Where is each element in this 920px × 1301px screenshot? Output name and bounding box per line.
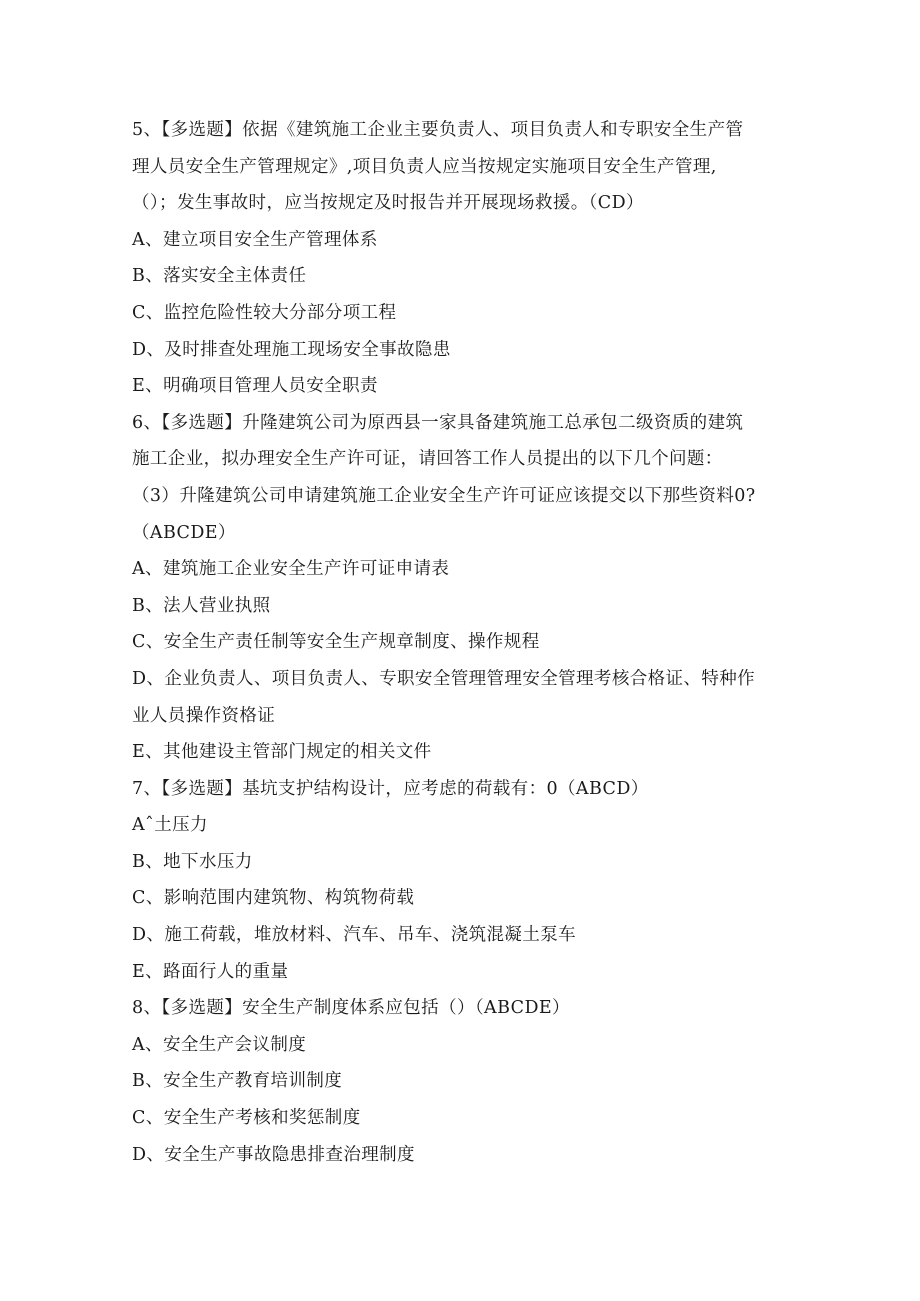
question-6-option-d-line-1: D、企业负责人、项目负责人、专职安全管理管理安全管理考核合格证、特种作 [132,668,756,689]
question-6-option-c: C、安全生产责任制等安全生产规章制度、操作规程 [132,632,540,653]
question-5-stem-line-2: 理人员安全生产管理规定》,项目负责人应当按规定实施项目安全生产管理, [132,156,717,177]
question-8-stem: 8、【多选题】安全生产制度体系应包括（）（ABCDE） [132,998,570,1019]
question-8-option-a: A、安全生产会议制度 [132,1034,307,1055]
question-7-option-c: C、影响范围内建筑物、构筑物荷载 [132,888,415,909]
question-7-option-a: Aˆ土压力 [132,815,208,836]
question-5-stem-line-3: （）；发生事故时，应当按规定及时报告并开展现场救援。（CD） [132,193,644,214]
question-7-option-b: B、地下水压力 [132,851,253,872]
question-5-stem-line-1: 5、【多选题】依据《建筑施工企业主要负责人、项目负责人和专职安全生产管 [132,120,744,140]
question-7-option-e: E、路面行人的重量 [132,961,289,982]
question-7-stem: 7、【多选题】基坑支护结构设计，应考虑的荷载有：0（ABCD） [132,778,649,799]
question-5-option-b: B、落实安全主体责任 [132,266,307,287]
question-6-option-d-line-2: 业人员操作资格证 [132,705,276,726]
document-body [132,112,782,1173]
question-6-option-b: B、法人营业执照 [132,595,271,616]
question-6-stem-line-3: （3）升隆建筑公司申请建筑施工企业安全生产许可证应该提交以下那些资料0? [132,485,756,506]
question-5-option-c: C、监控危险性较大分部分项工程 [132,302,397,323]
question-8-option-d: D、安全生产事故隐患排查治理制度 [132,1144,415,1165]
question-7-option-d: D、施工荷载，堆放材料、汽车、吊车、浇筑混凝土泵车 [132,925,577,946]
question-6-stem-line-2: 施工企业，拟办理安全生产许可证，请回答工作人员提出的以下几个问题： [132,449,723,470]
question-5-option-a: A、建立项目安全生产管理体系 [132,229,378,250]
question-6-option-e: E、其他建设主管部门规定的相关文件 [132,742,432,763]
question-6-answer: （ABCDE） [132,522,236,543]
question-5-option-d: D、及时排查处理施工现场安全事故隐患 [132,339,451,360]
question-6-option-a: A、建筑施工企业安全生产许可证申请表 [132,559,450,580]
question-8-option-c: C、安全生产考核和奖惩制度 [132,1108,361,1129]
question-6-stem-line-1: 6、【多选题】升隆建筑公司为原西县一家具备建筑施工总承包二级资质的建筑 [132,412,744,433]
question-8-option-b: B、安全生产教育培训制度 [132,1071,343,1092]
question-5-option-e: E、明确项目管理人员安全职责 [132,376,378,397]
